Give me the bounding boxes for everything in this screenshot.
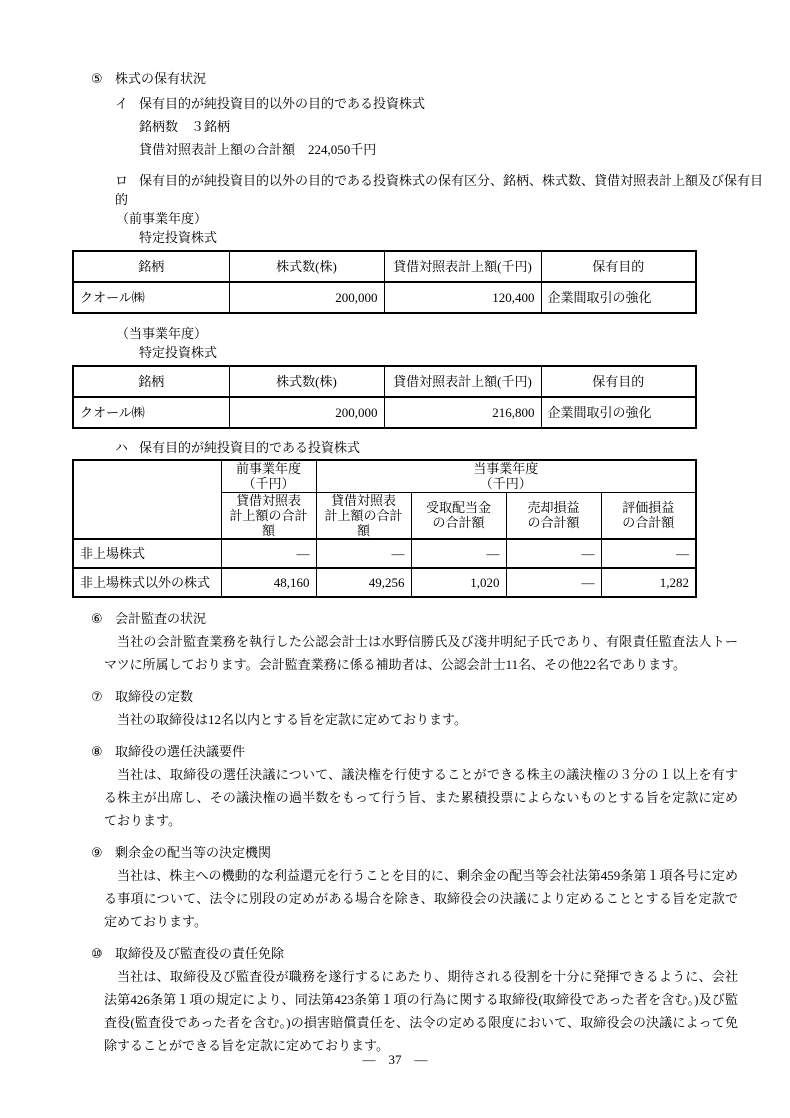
group-header-curr-year xyxy=(316,460,696,492)
section-7-body: 当社の取締役は12名以内とする旨を定款に定めております。 xyxy=(117,711,467,727)
cell-value: ― xyxy=(221,539,316,568)
section-10-number: ⑩ xyxy=(91,945,103,961)
prev-table-caption: 特定投資株式 xyxy=(139,230,218,245)
subheader-bs-total-curr: 貸借対照表 計上額の合計額 xyxy=(316,492,411,539)
item-ro-marker: ロ xyxy=(115,173,129,188)
section-6-title: 会計監査の状況 xyxy=(115,610,207,626)
table-row-other-than-unlisted xyxy=(73,568,696,597)
section-8-number: ⑧ xyxy=(91,743,103,759)
cell-value: 1,282 xyxy=(601,568,696,597)
cell-purpose: 企業間取引の強化 xyxy=(541,282,696,313)
cell-bs-amount: 120,400 xyxy=(384,282,541,313)
group-header-prev-year xyxy=(221,460,316,492)
table-row xyxy=(73,397,696,428)
item-i-heading xyxy=(115,92,790,115)
section-5-number: ⑤ xyxy=(91,71,103,86)
specified-stock-table-prev xyxy=(72,250,697,314)
cell-value: ― xyxy=(411,539,506,568)
section-6-number: ⑥ xyxy=(91,610,103,626)
empty-corner-cell xyxy=(73,460,221,539)
section-9-title: 剰余金の配当等の決定機関 xyxy=(115,844,272,860)
section-10-body: 当社は、取締役及び監査役が職務を遂行するにあたり、期待される役割を十分に発揮できるように、会社法第426条第１項の規定により、同法第423条第１項の行為に関する取締役(取締役であった者を含む。)及び監査役(監査役であった者を含む。)の損害賠償責任を、法令の定める限度において、取締役会の決議によって免除することができる旨を定款に定めております。 xyxy=(104,968,738,1053)
table-header-row xyxy=(73,366,696,397)
item-ro-heading xyxy=(115,171,765,209)
group-header-prev-line1: 前事業年度 xyxy=(235,461,301,477)
section-7-title: 取締役の定数 xyxy=(115,688,194,704)
group-header-curr-line1: 当事業年度 xyxy=(473,461,539,477)
pure-investment-stock-table xyxy=(72,459,697,598)
section-6-body: 当社の会計監査業務を執行した公認会計士は水野信勝氏及び淺井明紀子氏であり、有限責任監査法人トーマツに所属しております。会計監査業務に係る補助者は、公認会計士11名、その他22名であります。 xyxy=(104,633,738,672)
table-row-unlisted xyxy=(73,539,696,568)
col-header-purpose: 保有目的 xyxy=(541,366,696,397)
balance-total-line: 貸借対照表計上額の合計額 224,050千円 xyxy=(139,142,377,157)
section-9 xyxy=(0,841,790,933)
row-label: 非上場株式 xyxy=(73,539,221,568)
col-header-shares: 株式数(株) xyxy=(229,251,384,282)
item-ha-title: 保有目的が純投資目的である投資株式 xyxy=(139,440,361,455)
col-header-brand: 銘柄 xyxy=(73,251,229,282)
section-10-title: 取締役及び監査役の責任免除 xyxy=(115,945,285,961)
cell-bs-amount: 216,800 xyxy=(384,397,541,428)
item-i-marker: イ xyxy=(115,96,129,111)
curr-table-caption: 特定投資株式 xyxy=(139,345,218,360)
section-8-heading xyxy=(91,740,790,763)
col-header-shares: 株式数(株) xyxy=(229,366,384,397)
section-6 xyxy=(0,607,790,676)
section-10 xyxy=(0,942,790,1057)
cell-value: ― xyxy=(506,568,601,597)
cell-purpose: 企業間取引の強化 xyxy=(541,397,696,428)
row-label: 非上場株式以外の株式 xyxy=(73,568,221,597)
cell-shares: 200,000 xyxy=(229,397,384,428)
group-header-prev-line2: （千円） xyxy=(242,476,295,492)
page-number: ― 37 ― xyxy=(362,1052,428,1067)
specified-stock-table-curr xyxy=(72,365,697,429)
item-ro-title: 保有目的が純投資目的以外の目的である投資株式の保有区分、銘柄、株式数、貸借対照表計上額及び保有目的 xyxy=(115,173,764,207)
subheader-sale-gain-loss-total: 売却損益 の合計額 xyxy=(506,492,601,539)
subheader-dividends-total: 受取配当金 の合計額 xyxy=(411,492,506,539)
cell-brand: クオール㈱ xyxy=(73,397,229,428)
section-5-title: 株式の保有状況 xyxy=(115,71,207,86)
cell-brand: クオール㈱ xyxy=(73,282,229,313)
brand-count-line: 銘柄数 ３銘柄 xyxy=(139,119,231,134)
cell-value: 48,160 xyxy=(221,568,316,597)
section-7 xyxy=(0,685,790,731)
section-5-heading xyxy=(91,67,790,90)
col-header-bs-amount: 貸借対照表計上額(千円) xyxy=(384,251,541,282)
col-header-brand: 銘柄 xyxy=(73,366,229,397)
subheader-bs-total-prev: 貸借対照表 計上額の合計額 xyxy=(221,492,316,539)
item-ha-marker: ハ xyxy=(115,440,129,455)
section-8-title: 取締役の選任決議要件 xyxy=(115,743,246,759)
cell-value: ― xyxy=(316,539,411,568)
cell-value: ― xyxy=(506,539,601,568)
subheader-valuation-gain-loss-total: 評価損益 の合計額 xyxy=(601,492,696,539)
section-10-heading xyxy=(91,942,790,965)
section-7-number: ⑦ xyxy=(91,688,103,704)
section-7-heading xyxy=(91,685,790,708)
col-header-bs-amount: 貸借対照表計上額(千円) xyxy=(384,366,541,397)
table-row xyxy=(73,282,696,313)
section-8 xyxy=(0,740,790,832)
item-ha-heading xyxy=(115,436,790,459)
section-8-body: 当社は、取締役の選任決議について、議決権を行使することができる株主の議決権の３分の１以上を有する株主が出席し、その議決権の過半数をもって行う旨、また累積投票によらないものとする旨を定款に定めております。 xyxy=(104,766,738,828)
table-header-row xyxy=(73,251,696,282)
prev-year-label: （前事業年度） xyxy=(116,211,208,226)
cell-shares: 200,000 xyxy=(229,282,384,313)
cell-value: 1,020 xyxy=(411,568,506,597)
col-header-purpose: 保有目的 xyxy=(541,251,696,282)
section-9-body: 当社は、株主への機動的な利益還元を行うことを目的に、剰余金の配当等会社法第459条第１項各号に定める事項について、法令に別段の定めがある場合を除き、取締役会の決議により定めることとする旨を定款で定めております。 xyxy=(104,867,738,929)
section-6-heading xyxy=(91,607,790,630)
item-i-title: 保有目的が純投資目的以外の目的である投資株式 xyxy=(139,96,426,111)
section-9-number: ⑨ xyxy=(91,844,103,860)
cell-value: 49,256 xyxy=(316,568,411,597)
curr-year-label: （当事業年度） xyxy=(116,326,208,341)
table-group-header-row xyxy=(73,460,696,492)
section-9-heading xyxy=(91,841,790,864)
group-header-curr-line2: （千円） xyxy=(479,476,532,492)
cell-value: ― xyxy=(601,539,696,568)
